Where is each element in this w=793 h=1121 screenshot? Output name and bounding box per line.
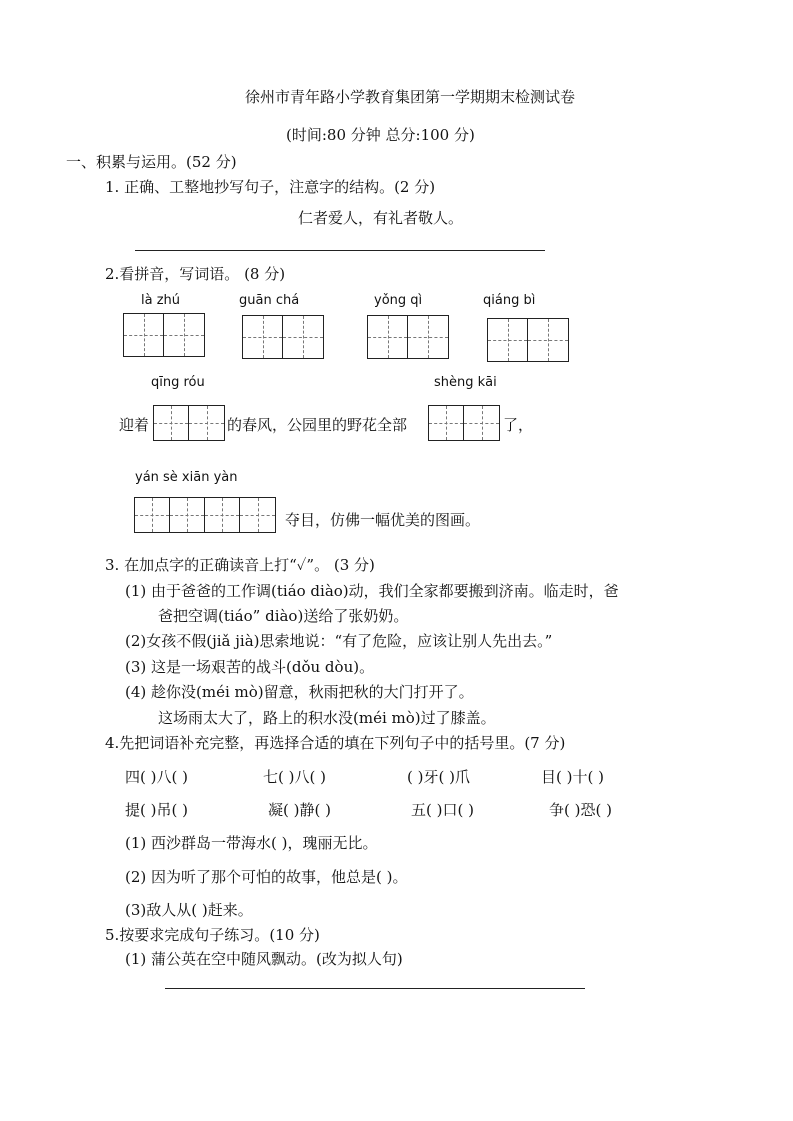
q3-item-1b: 爸把空调(tiáo” diào)送给了张奶奶。 — [158, 607, 409, 625]
exam-title: 徐州市青年路小学教育集团第一学期期末检测试卷 — [245, 88, 576, 106]
q4-item-2: (2) 因为听了那个可怕的故事，他总是( )。 — [125, 868, 408, 886]
q1-answer-line[interactable] — [135, 250, 545, 251]
q3-item-4a: (4) 趁你没(méi mò)留意，秋雨把秋的大门打开了。 — [125, 683, 474, 701]
q5-answer-line[interactable] — [165, 988, 585, 989]
exam-subtitle: (时间:80 分钟 总分:100 分) — [286, 126, 475, 144]
writing-grid-5[interactable] — [153, 405, 225, 441]
q2-text-4: 夺目，仿佛一幅优美的图画。 — [285, 511, 481, 529]
q4-item-1: (1) 西沙群岛一带海水( )，瑰丽无比。 — [125, 834, 378, 852]
q4-item-3: (3)敌人从( )赶来。 — [125, 901, 253, 919]
q3-prompt: 3. 在加点字的正确读音上打“✓”。 (3 分) — [105, 556, 375, 574]
q3-item-2: (2)女孩不假(jiǎ jià)思索地说：“有了危险，应该让别人先出去。” — [125, 632, 553, 650]
q4-word-5[interactable]: 提( )吊( ) — [125, 801, 188, 819]
writing-grid-4[interactable] — [487, 318, 569, 362]
q4-prompt: 4.先把词语补充完整，再选择合适的填在下列句子中的括号里。(7 分) — [105, 734, 566, 752]
pinyin-2: guān chá — [239, 293, 300, 308]
pinyin-1: là zhú — [141, 293, 181, 308]
q4-word-3[interactable]: ( )牙( )爪 — [407, 768, 470, 786]
pinyin-3: yǒng qì — [374, 293, 423, 308]
writing-grid-3[interactable] — [367, 315, 449, 359]
q1-sentence: 仁者爱人，有礼者敬人。 — [298, 209, 464, 227]
q5-item-1: (1) 蒲公英在空中随风飘动。(改为拟人句) — [125, 950, 403, 968]
pinyin-5: qīng róu — [151, 375, 205, 390]
q4-word-4[interactable]: 目( )十( ) — [541, 768, 604, 786]
q3-item-4b: 这场雨太大了，路上的积水没(méi mò)过了膝盖。 — [158, 709, 496, 727]
q2-text-3: 了， — [503, 416, 534, 434]
q5-prompt: 5.按要求完成句子练习。(10 分) — [105, 926, 320, 944]
pinyin-7: yán sè xiān yàn — [135, 470, 238, 485]
writing-grid-1[interactable] — [123, 313, 205, 357]
q1-prompt: 1. 正确、工整地抄写句子，注意字的结构。(2 分) — [105, 178, 436, 196]
q4-word-1[interactable]: 四( )八( ) — [125, 768, 188, 786]
q3-item-1a: (1) 由于爸爸的工作调(tiáo diào)动，我们全家都要搬到济南。临走时，爸 — [125, 582, 619, 600]
q4-word-6[interactable]: 凝( )静( ) — [268, 801, 331, 819]
pinyin-4: qiáng bì — [483, 293, 536, 308]
writing-grid-2[interactable] — [242, 315, 324, 359]
writing-grid-6[interactable] — [428, 405, 500, 441]
section-heading: 一、积累与运用。(52 分) — [66, 153, 237, 171]
q4-word-8[interactable]: 争( )恐( ) — [549, 801, 612, 819]
writing-grid-7[interactable] — [134, 497, 276, 533]
q3-item-3: (3) 这是一场艰苦的战斗(dǒu dòu)。 — [125, 658, 375, 676]
q2-prompt: 2.看拼音，写词语。 (8 分) — [105, 265, 286, 283]
pinyin-6: shèng kāi — [434, 375, 497, 390]
q2-text-1: 迎着 — [119, 416, 150, 434]
q4-word-2[interactable]: 七( )八( ) — [263, 768, 326, 786]
q2-text-2: 的春风，公园里的野花全部 — [227, 416, 408, 434]
q4-word-7[interactable]: 五( )口( ) — [411, 801, 474, 819]
